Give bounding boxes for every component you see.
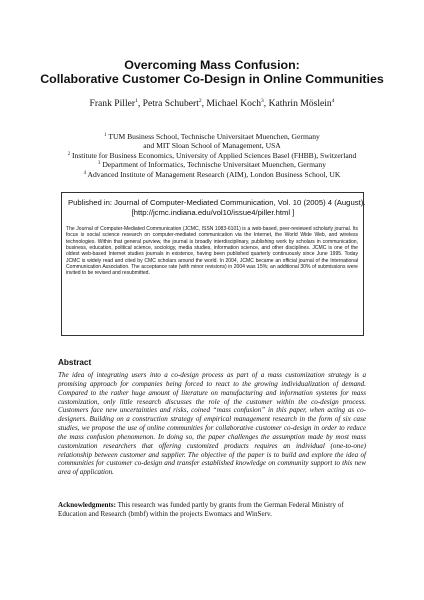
author-list: Frank Piller$^1$, Petra Schubert$^2$, Michael Koch$^3$, Kathrin Möslein$^4$ [89,98,335,109]
affiliation: $^1$ TUM Business School, Technische Universitaet Muenchen, Germany [104,132,320,141]
author: Frank Piller$^1$ [89,98,138,109]
journal-description: The Journal of Computer-Mediated Communication (JCMC, ISSN 1083-6101) is a web-based, peer-reviewed scholarly journal. Its focus is social science research on computer-mediated communication via the Internet, the World Wide Web, and wireless technologies. Within that general purview, the journal is broadly interdisciplinary, publishing work by scholars in communication, business, education, political science, sociology, media studies, information science, and other disciplines. JCMC is one of the oldest web-based Internet studies journals in existence, having been published quarterly continuously since June 1995. Today JCMC is widely read and cited by CMC scholars around the world. In 2004, JCMC became an official journal of the International Communication Association. The acceptance rate (with minor revisions) in 2004 was 15%; an additional 30% of submissions were invited to be revised and resubmitted. [66,226,358,277]
publication-citation [68,198,366,217]
acknowledgments [58,501,366,519]
affiliation: $^4$ Advanced Institute of Management Research (AIM), London Business School, UK [83,169,341,179]
paper-title-line-2: Collaborative Customer Co-Design in Online Communities [40,72,384,86]
author: Kathrin Möslein$^4$ [268,98,335,109]
abstract-text: The idea of integrating users into a co-design process as part of a mass customization strategy is a promising approach for companies being forced to react to the growing individualization of demand. Compared to the rather huge amount of literature on manufacturing and information systems for mass customization, only little research discusses the role of the customer within the co-design process. Customers face new uncertainties and risks, coined “mass confusion” in this paper, when acting as co-designers. Building on a construction strategy of empirical management research in the form of six case studies, we propose the use of online communities for collaborative customer co-design in order to reduce the mass confusion phenomenon. In doing so, the paper challenges the assumption made by most mass customization researchers that offering customized products requires an individual (one-to-one) relationship between customer and supplier. The objective of the paper is to build and explore the idea of communities for customer co-design and transfer established knowledge on community support to this new area of application. [58,371,366,477]
acknowledgments-text: This research was funded partly by grants from the German Federal Ministry of Education and Research (bmbf) within the projects Ewomacs and WinServ. [58,501,344,518]
citation-line: Published in: Journal of Computer-Mediated Communication, Vol. 10 (2005) 4 (August). [68,198,366,207]
abstract-heading: Abstract [58,358,92,367]
affiliation: and MIT Sloan School of Management, USA [143,141,281,151]
author: Petra Schubert$^2$ [142,98,202,109]
paper-title-line-1: Overcoming Mass Confusion: [124,58,300,72]
citation-url: [http://jcmc.indiana.edu/vol10/issue4/piller.html ] [131,207,295,217]
affiliation-list [40,132,384,179]
acknowledgments-label: Acknowledgments: [58,501,116,509]
affiliation: $^2$ Institute for Business Economics, University of Applied Sciences Basel (FHBB), Switzerland [67,150,357,160]
affiliation: $^3$ Department of Informatics, Technische Universitaet Muenchen, Germany [98,160,326,170]
author: Michael Koch$^3$ [206,98,264,109]
